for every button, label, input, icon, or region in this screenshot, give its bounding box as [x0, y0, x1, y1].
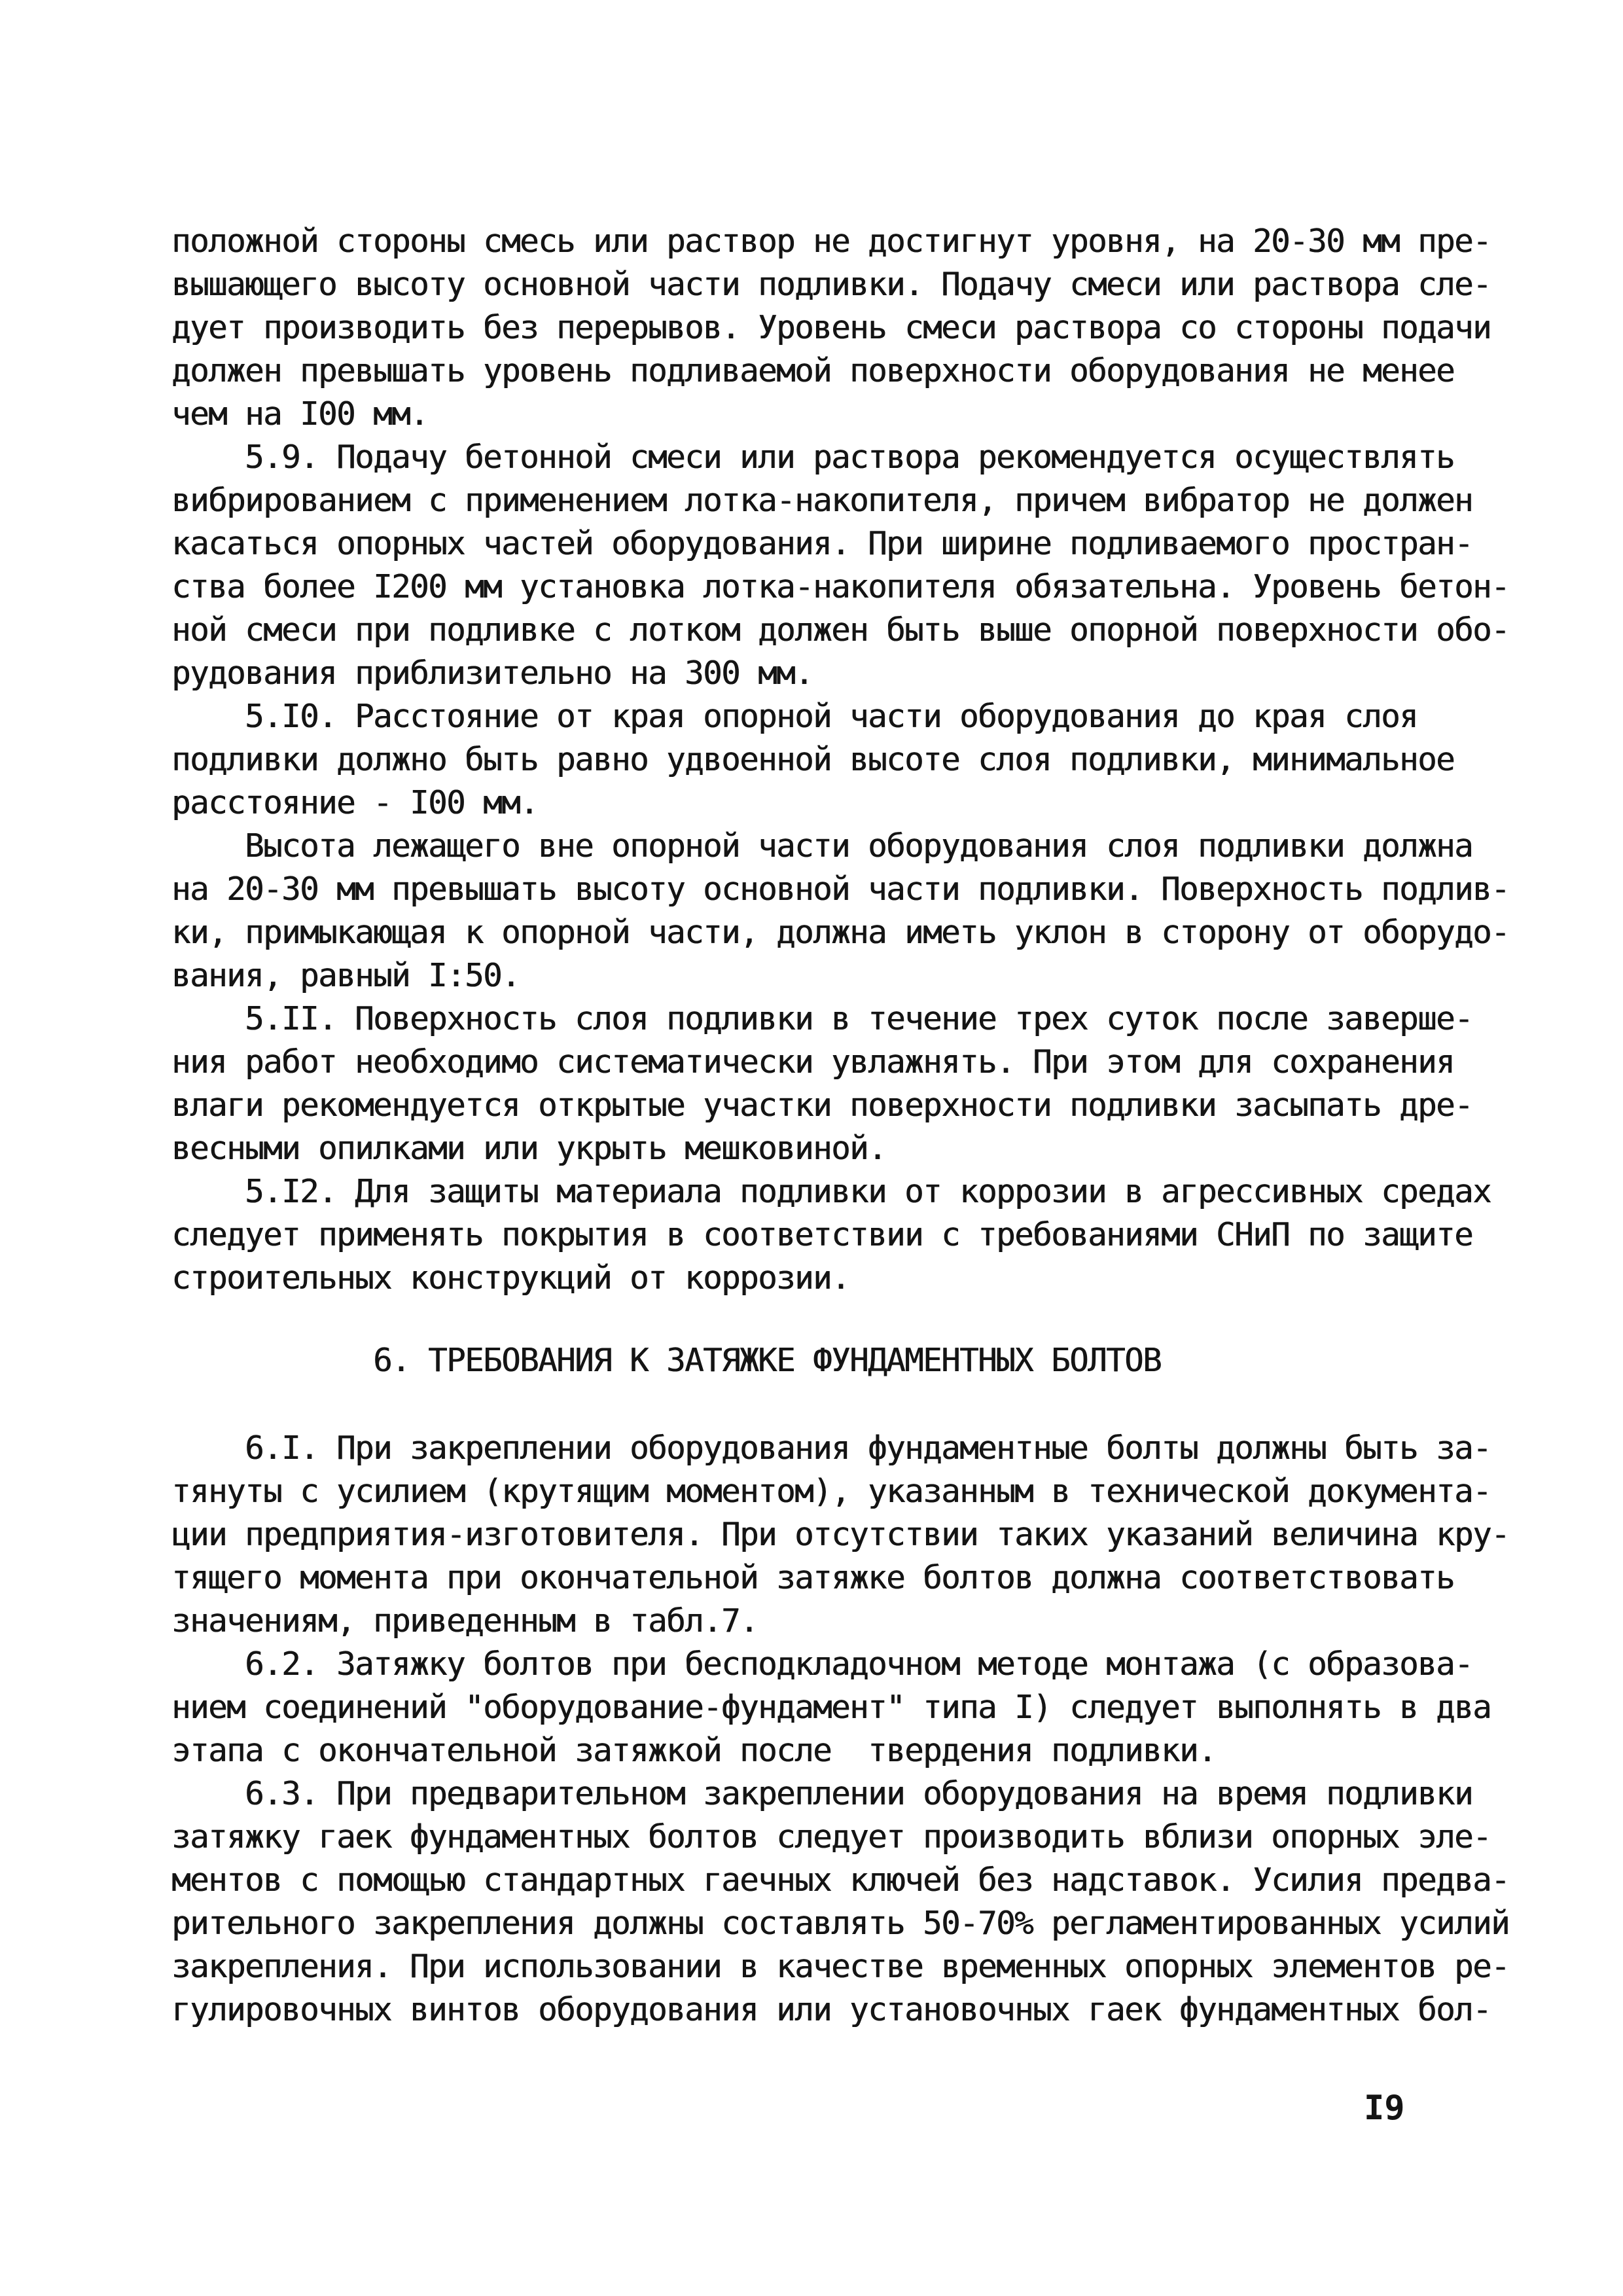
text-line: нием соединений "оборудование-фундамент" типа I) следует выполнять в два: [171, 1689, 1491, 1726]
text-line: 6.3. При предварительном закреплении оборудования на время подливки: [171, 1775, 1473, 1812]
text-line: влаги рекомендуется открытые участки поверхности подливки засыпать дре-: [171, 1086, 1473, 1124]
text-line: рительного закрепления должны составлять 50-70% регламентированных усилий: [171, 1905, 1510, 1942]
text-line: ции предприятия-изготовителя. При отсутствии таких указаний величина кру-: [171, 1516, 1510, 1553]
text-line: 5.II. Поверхность слоя подливки в течение трех суток после заверше-: [171, 1000, 1473, 1037]
text-line: дует производить без перерывов. Уровень смеси раствора со стороны подачи: [171, 309, 1491, 346]
text-line: 5.I0. Расстояние от края опорной части оборудования до края слоя: [171, 698, 1418, 735]
text-line: 6.I. При закреплении оборудования фундаментные болты должны быть за-: [171, 1429, 1491, 1467]
section-6-heading: 6. ТРЕБОВАНИЯ К ЗАТЯЖКЕ ФУНДАМЕНТНЫХ БОЛТОВ: [373, 1342, 1162, 1379]
text-line: этапа с окончательной затяжкой после твердения подливки.: [171, 1732, 1217, 1769]
text-line: вания, равный I:50.: [171, 957, 520, 994]
text-line: строительных конструкций от коррозии.: [171, 1259, 850, 1297]
text-line: 5.I2. Для защиты материала подливки от коррозии в агрессивных средах: [171, 1173, 1491, 1210]
text-line: на 20-30 мм превышать высоту основной части подливки. Поверхность подлив-: [171, 870, 1510, 908]
text-line: ной смеси при подливке с лотком должен быть выше опорной поверхности обо-: [171, 611, 1510, 649]
text-line: ния работ необходимо систематически увлажнять. При этом для сохранения: [171, 1043, 1455, 1081]
text-line: гулировочных винтов оборудования или установочных гаек фундаментных бол-: [171, 1991, 1491, 2028]
text-line: ства более I200 мм установка лотка-накопителя обязательна. Уровень бетон-: [171, 568, 1510, 605]
text-line: положной стороны смесь или раствор не достигнут уровня, на 20-30 мм пре-: [171, 223, 1491, 260]
text-line: должен превышать уровень подливаемой поверхности оборудования не менее: [171, 352, 1455, 389]
text-line: вышающего высоту основной части подливки. Подачу смеси или раствора сле-: [171, 266, 1491, 303]
page-number: I9: [1364, 2089, 1405, 2128]
text-line: чем на I00 мм.: [171, 395, 429, 433]
text-line: подливки должно быть равно удвоенной высоте слоя подливки, минимальное: [171, 741, 1455, 778]
text-line: ментов с помощью стандартных гаечных ключей без надставок. Усилия предва-: [171, 1861, 1510, 1899]
text-line: закрепления. При использовании в качестве временных опорных элементов ре-: [171, 1948, 1510, 1985]
text-line: ки, примыкающая к опорной части, должна иметь уклон в сторону от оборудо-: [171, 914, 1510, 951]
section-5-text: [171, 220, 1510, 1300]
text-line: значениям, приведенным в табл.7.: [171, 1602, 758, 1640]
text-line: расстояние - I00 мм.: [171, 784, 539, 821]
text-line: касаться опорных частей оборудования. При ширине подливаемого простран-: [171, 525, 1473, 562]
text-line: 6.2. Затяжку болтов при бесподкладочном методе монтажа (с образова-: [171, 1645, 1473, 1683]
text-line: затяжку гаек фундаментных болтов следует производить вблизи опорных эле-: [171, 1818, 1491, 1856]
text-line: 5.9. Подачу бетонной смеси или раствора рекомендуется осуществлять: [171, 439, 1455, 476]
text-line: вибрированием с применением лотка-накопителя, причем вибратор не должен: [171, 482, 1473, 519]
text-line: рудования приблизительно на 300 мм.: [171, 655, 813, 692]
section-6-text: [171, 1427, 1510, 2032]
text-line: Высота лежащего вне опорной части оборудования слоя подливки должна: [171, 827, 1473, 865]
text-line: тящего момента при окончательной затяжке болтов должна соответствовать: [171, 1559, 1455, 1596]
text-line: тянуты с усилием (крутящим моментом), указанным в технической документа-: [171, 1473, 1491, 1510]
text-line: следует применять покрытия в соответствии с требованиями СНиП по защите: [171, 1216, 1473, 1253]
text-line: весными опилками или укрыть мешковиной.: [171, 1130, 887, 1167]
